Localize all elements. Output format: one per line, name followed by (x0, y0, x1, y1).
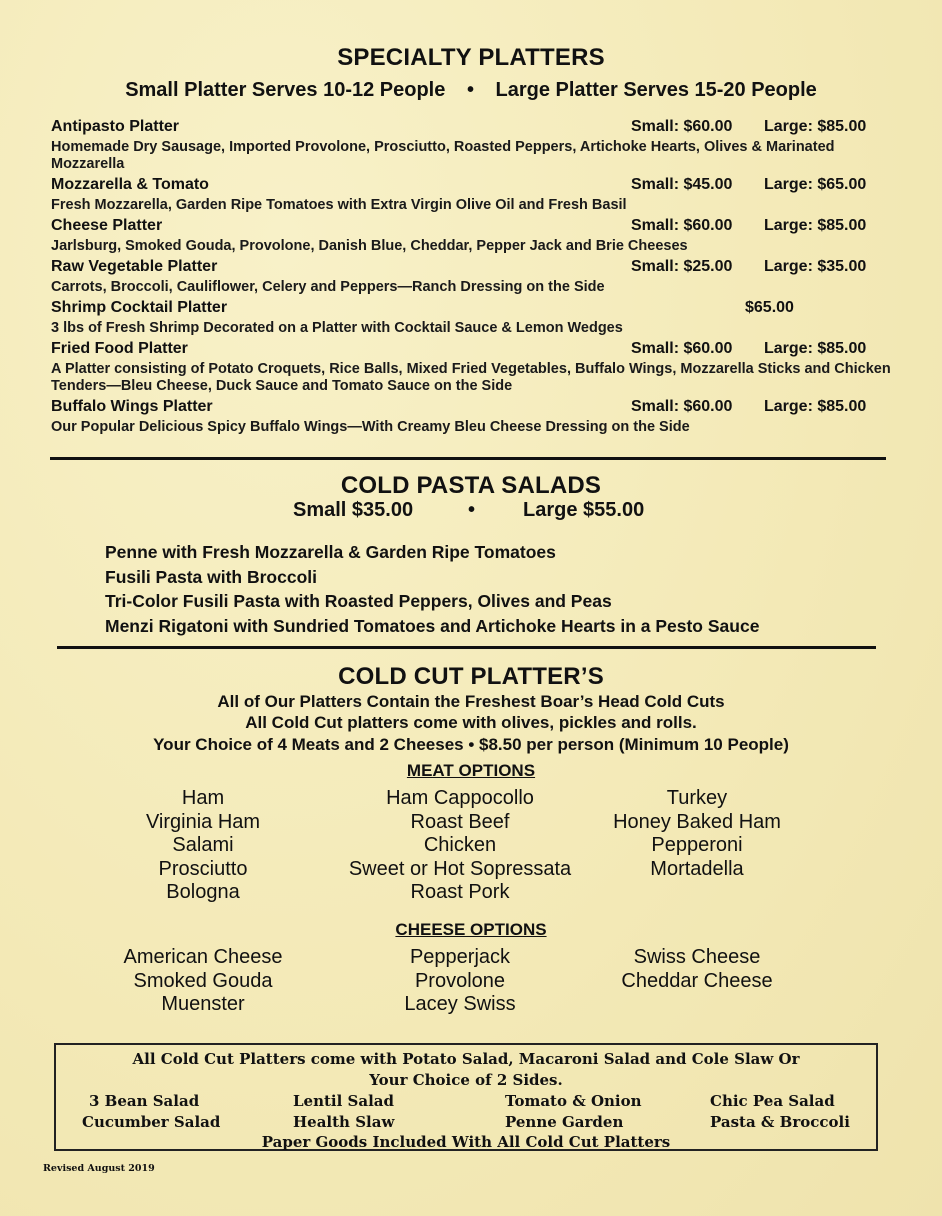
revised-date: Revised August 2019 (43, 1163, 155, 1174)
meat-column (73, 787, 333, 905)
item-description: A Platter consisting of Potato Croquets, Rice Balls, Mixed Fried Vegetables, Buffalo Wings, Mozzarella Sticks and Chicken Tenders—Bleu Cheese, Duck Sauce and Tomato Sauce on the Side (51, 361, 891, 394)
item-description: Our Popular Delicious Spicy Buffalo Wings—With Creamy Bleu Cheese Dressing on the Side (51, 419, 690, 435)
meat-options-heading (0, 761, 942, 781)
item-price-small: Small: $60.00 (631, 340, 733, 357)
cheese-options-label: CHEESE OPTIONS (395, 920, 547, 939)
cheese-column (567, 946, 827, 993)
item-name: Buffalo Wings Platter (51, 398, 213, 415)
item-price-large: Large: $85.00 (764, 118, 867, 135)
side-option: 3 Bean Salad (89, 1092, 200, 1110)
large-serves-text: Large Platter Serves 15-20 People (495, 79, 817, 101)
cheese-column (73, 946, 333, 1017)
bullet-separator: • (466, 79, 474, 101)
menu-item (51, 258, 891, 296)
list-item: Virginia Ham (145, 810, 261, 833)
side-option: Cucumber Salad (82, 1113, 221, 1131)
item-name: Cheese Platter (51, 217, 163, 234)
cold-cut-pricing: Your Choice of 4 Meats and 2 Cheeses • $8.50 per person (Minimum 10 People) (153, 735, 789, 754)
sides-choice: Your Choice of 2 Sides. (369, 1071, 563, 1089)
item-description: Homemade Dry Sausage, Imported Provolone, Prosciutto, Roasted Peppers, Artichoke Hearts, Olives & Marinated Mozzarella (51, 139, 835, 172)
item-price-large: Large: $85.00 (764, 217, 867, 234)
list-item: Penne with Fresh Mozzarella & Garden Ripe Tomatoes (105, 542, 556, 562)
side-option: Chic Pea Salad (710, 1092, 835, 1110)
list-item: Tri-Color Fusili Pasta with Roasted Peppers, Olives and Peas (105, 591, 612, 611)
side-option: Pasta & Broccoli (710, 1113, 850, 1131)
cold-cut-includes: All Cold Cut platters come with olives, pickles and rolls. (245, 713, 697, 732)
item-name: Raw Vegetable Platter (51, 258, 218, 275)
cheese-options-heading (0, 920, 942, 940)
menu-item (51, 118, 891, 173)
list-item: Salami (172, 834, 234, 856)
pasta-price-small: Small $35.00 (293, 499, 414, 521)
list-item: Smoked Gouda (133, 969, 273, 992)
item-price-small: Small: $25.00 (631, 258, 733, 275)
item-name: Mozzarella & Tomato (51, 176, 209, 193)
specialty-items-list (51, 118, 891, 439)
cold-cut-title: COLD CUT PLATTER’S (338, 663, 604, 690)
sides-box (54, 1043, 878, 1151)
list-item: Swiss Cheese (633, 946, 761, 968)
list-item: Pepperjack (409, 946, 511, 968)
meat-column (567, 787, 827, 881)
small-serves-text: Small Platter Serves 10-12 People (125, 79, 446, 101)
pasta-price-large: Large $55.00 (523, 499, 645, 521)
list-item: American Cheese (123, 946, 283, 968)
side-option: Lentil Salad (293, 1092, 395, 1110)
list-item: Honey Baked Ham (613, 810, 781, 833)
list-item: Roast Pork (410, 881, 510, 903)
sides-intro: All Cold Cut Platters come with Potato Salad, Macaroni Salad and Cole Slaw Or (132, 1050, 800, 1068)
bullet-separator: • (468, 499, 476, 521)
cold-pasta-title: COLD PASTA SALADS (340, 472, 602, 499)
item-description: 3 lbs of Fresh Shrimp Decorated on a Platter with Cocktail Sauce & Lemon Wedges (51, 320, 623, 336)
menu-item (51, 398, 891, 436)
list-item: Pepperoni (651, 834, 743, 856)
side-option: Tomato & Onion (505, 1092, 642, 1110)
item-price: $65.00 (745, 299, 794, 316)
list-item: Menzi Rigatoni with Sundried Tomatoes and Artichoke Hearts in a Pesto Sauce (105, 615, 760, 636)
cheese-column (330, 946, 590, 1017)
list-item: Fusili Pasta with Broccoli (105, 566, 317, 587)
item-description: Jarlsburg, Smoked Gouda, Provolone, Danish Blue, Cheddar, Pepper Jack and Brie Cheeses (51, 238, 688, 254)
menu-item (51, 299, 891, 337)
specialty-platters-title: SPECIALTY PLATTERS (337, 44, 605, 71)
list-item: Bologna (166, 881, 240, 903)
list-item: Mortadella (650, 857, 744, 880)
specialty-platters-subtitle (0, 79, 942, 102)
cold-cut-intro: All of Our Platters Contain the Freshest Boar’s Head Cold Cuts (217, 692, 725, 711)
section-divider (50, 457, 886, 460)
item-price-large: Large: $65.00 (764, 176, 867, 193)
item-description: Carrots, Broccoli, Cauliflower, Celery and Peppers—Ranch Dressing on the Side (51, 279, 605, 295)
item-name: Fried Food Platter (51, 340, 188, 357)
item-name: Shrimp Cocktail Platter (51, 299, 228, 316)
item-price-large: Large: $35.00 (764, 258, 867, 275)
pasta-list (105, 540, 865, 638)
list-item: Cheddar Cheese (621, 969, 773, 992)
menu-item (51, 340, 891, 395)
meat-column (330, 787, 590, 905)
menu-item (51, 176, 891, 214)
item-price-large: Large: $85.00 (764, 340, 867, 357)
list-item: Prosciutto (158, 857, 248, 880)
item-price-small: Small: $45.00 (631, 176, 733, 193)
item-price-large: Large: $85.00 (764, 398, 867, 415)
list-item: Ham Cappocollo (386, 787, 534, 809)
item-price-small: Small: $60.00 (631, 398, 733, 415)
item-description: Fresh Mozzarella, Garden Ripe Tomatoes with Extra Virgin Olive Oil and Fresh Basil (51, 197, 627, 213)
section-divider (57, 646, 876, 649)
item-price-small: Small: $60.00 (631, 217, 733, 234)
list-item: Chicken (423, 834, 497, 856)
list-item: Ham (181, 787, 225, 809)
list-item: Muenster (161, 993, 245, 1015)
paper-goods-note: Paper Goods Included With All Cold Cut Platters (261, 1133, 671, 1151)
list-item: Sweet or Hot Sopressata (348, 857, 572, 880)
item-price-small: Small: $60.00 (631, 118, 733, 135)
list-item: Provolone (414, 969, 506, 992)
list-item: Turkey (666, 787, 728, 809)
menu-item (51, 217, 891, 255)
list-item: Lacey Swiss (404, 993, 516, 1015)
side-option: Penne Garden (505, 1113, 624, 1131)
side-option: Health Slaw (293, 1113, 395, 1131)
item-name: Antipasto Platter (51, 118, 180, 135)
meat-options-label: MEAT OPTIONS (406, 761, 536, 780)
list-item: Roast Beef (410, 810, 510, 833)
